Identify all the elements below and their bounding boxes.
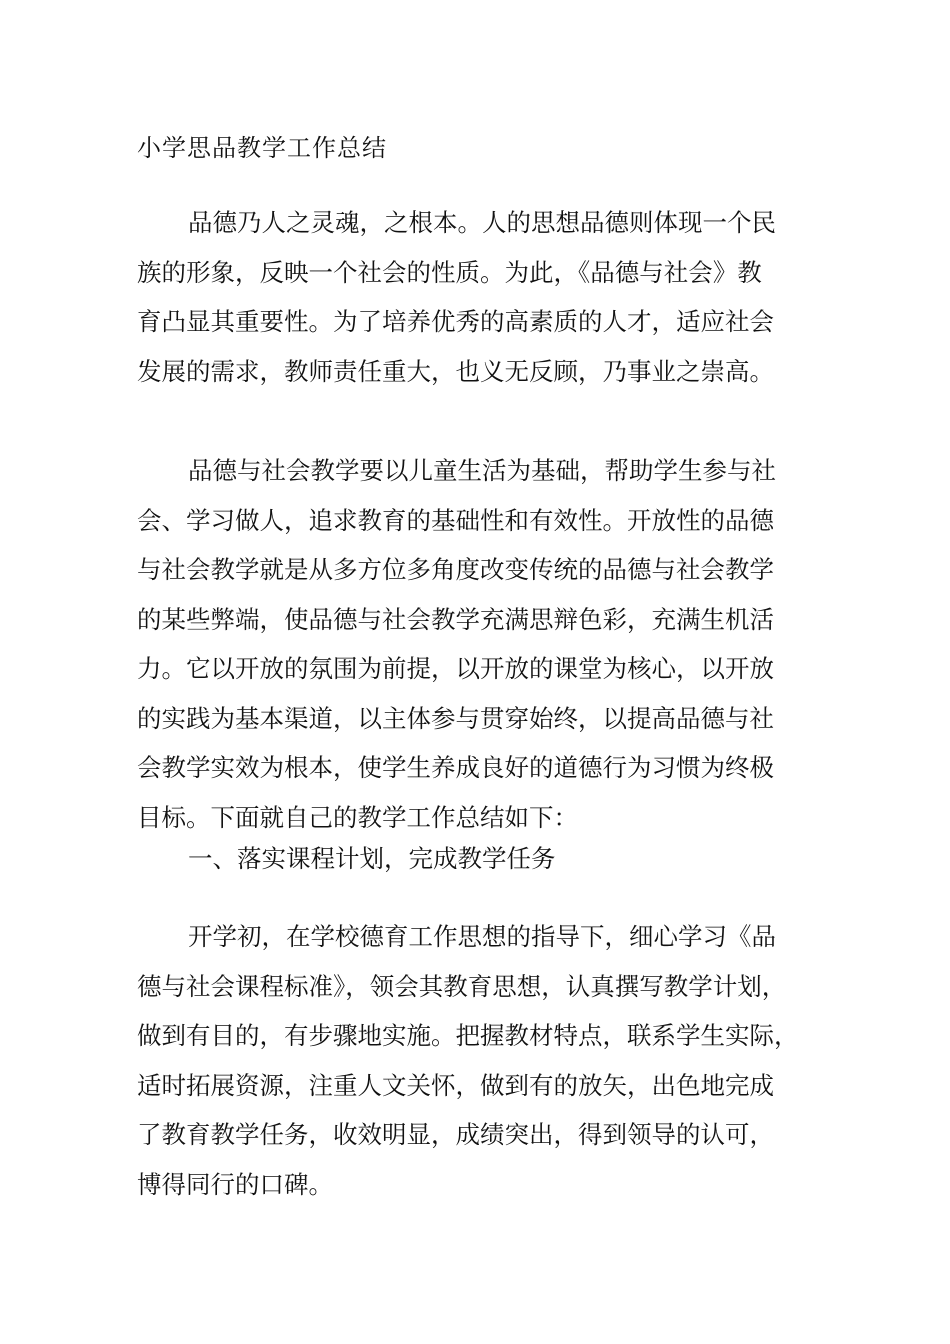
paragraph-curriculum-plan: [137, 912, 837, 1209]
section-heading: [137, 834, 837, 884]
paragraph-line: 开学初，在学校德育工作思想的指导下，细心学习《品: [188, 922, 776, 951]
paragraph-line: 博得同行的口碑。: [137, 1169, 333, 1199]
paragraph-line: 的某些弊端，使品德与社会教学充满思辩色彩，充满生机活: [137, 604, 774, 634]
paragraph-line: 发展的需求，教师责任重大，也义无反顾，乃事业之崇高。: [137, 356, 774, 386]
paragraph-teaching-approach: [137, 446, 837, 842]
paragraph-line: 与社会教学就是从多方位多角度改变传统的品德与社会教学: [137, 555, 774, 584]
paragraph-line: 品德与社会教学要以儿童生活为基础，帮助学生参与社: [188, 456, 776, 485]
paragraph-line: 了教育教学任务，收效明显，成绩突出，得到领导的认可，: [137, 1120, 774, 1149]
paragraph-line: 的实践为基本渠道，以主体参与贯穿始终，以提高品德与社: [137, 703, 774, 733]
paragraph-line: 会、学习做人，追求教育的基础性和有效性。开放性的品德: [137, 505, 774, 535]
paragraph-line: 做到有目的，有步骤地实施。把握教材特点，联系学生实际，: [137, 1021, 799, 1050]
paragraph-line: 会教学实效为根本，使学生养成良好的道德行为习惯为终极: [137, 753, 774, 782]
paragraph-intro: [137, 198, 837, 396]
paragraph-line: 育凸显其重要性。为了培养优秀的高素质的人才，适应社会: [137, 307, 774, 336]
paragraph-line: 力。它以开放的氛围为前提，以开放的课堂为核心，以开放: [137, 654, 774, 683]
document-title: 小学思品教学工作总结: [137, 134, 387, 162]
paragraph-line: 适时拓展资源，注重人文关怀，做到有的放矢，出色地完成: [137, 1070, 774, 1100]
paragraph-line: 族的形象，反映一个社会的性质。为此，《品德与社会》教: [137, 257, 762, 287]
paragraph-line: 品德乃人之灵魂，之根本。人的思想品德则体现一个民: [188, 208, 776, 237]
section-heading-text: 一、落实课程计划，完成教学任务: [188, 844, 556, 873]
paragraph-line: 德与社会课程标准》，领会其教育思想，认真撰写教学计划，: [137, 971, 787, 1001]
paragraph-line: 目标。下面就自己的教学工作总结如下：: [137, 802, 578, 832]
